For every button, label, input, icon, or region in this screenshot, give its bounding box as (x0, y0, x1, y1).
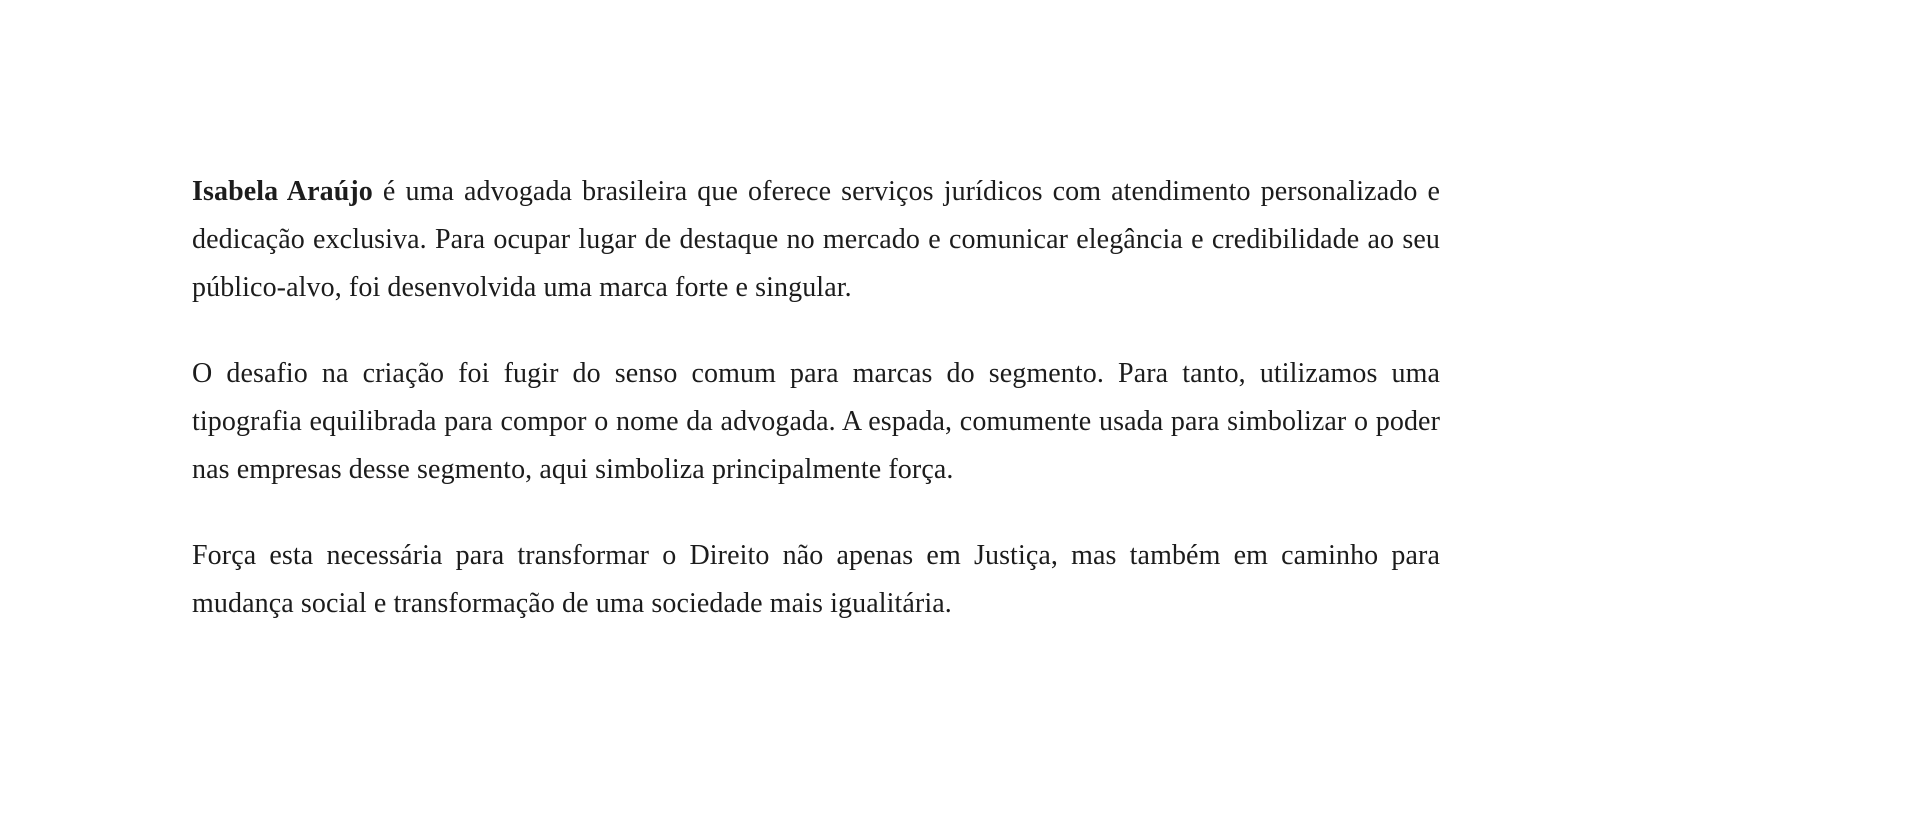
text-column (192, 168, 1440, 628)
paragraph-2: O desafio na criação foi fugir do senso comum para marcas do segmento. Para tanto, utilizamos uma tipografia equilibrada para compor o nome da advogada. A espada, comumente usada para simbolizar o poder nas empresas desse segmento, aqui simboliza principalmente força. (192, 358, 1440, 485)
lead-name: Isabela Araújo (192, 176, 373, 207)
paragraph-3: Força esta necessária para transformar o Direito não apenas em Justiça, mas também em caminho para mudança social e transformação de uma sociedade mais igualitária. (192, 540, 1440, 619)
paragraph-1 (192, 168, 1440, 312)
paragraph-1-text: é uma advogada brasileira que oferece serviços jurídicos com atendimento personalizado e dedicação exclusiva. Para ocupar lugar de destaque no mercado e comunicar elegância e credibilidade ao seu público-alvo, foi desenvolvida uma marca forte e singular. (192, 176, 1440, 303)
